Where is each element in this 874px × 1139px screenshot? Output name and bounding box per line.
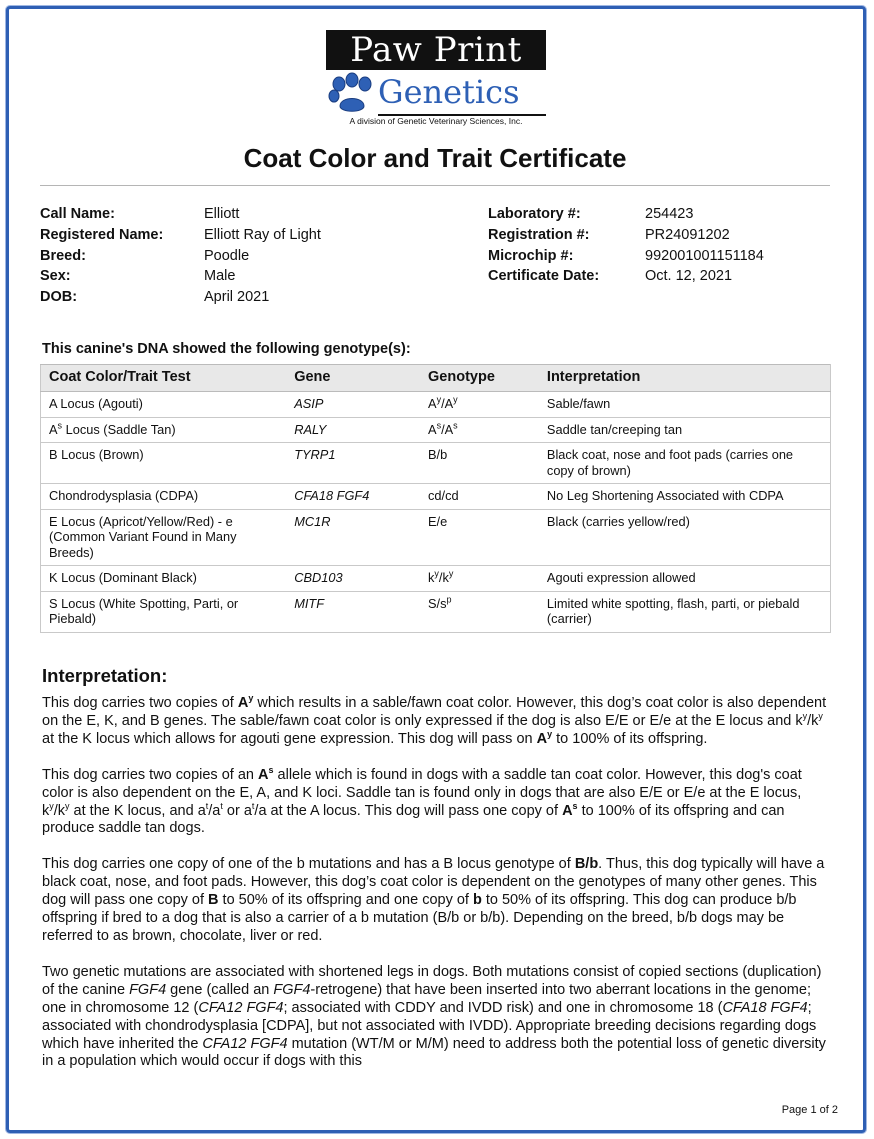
test-cell: Chondrodysplasia (CDPA) bbox=[41, 484, 287, 510]
interpretation-cell: Black coat, nose and foot pads (carries one copy of brown) bbox=[539, 443, 831, 484]
info-value: Oct. 12, 2021 bbox=[645, 268, 733, 285]
interpretation-paragraph: This dog carries one copy of one of the b mutations and has a B locus genotype of B/b. Thus, this dog typically will have a black coat, nose, and foot pads. However, this dog’s coat color is dependent on the genotypes of many other genes. This dog will pass one copy of B to 50% of its offspring and one copy of b to 50% of its offspring. This dog can produce b/b offspring if bred to a dog that is also a carrier of a b mutation (B/b or b/b). Depending on the breed, b/b dogs may be referred to as brown, chocolate, liver or red. bbox=[42, 856, 825, 944]
test-cell: $A^s$ Locus (Saddle Tan) bbox=[41, 417, 287, 443]
test-cell: E Locus (Apricot/Yellow/Red) - e (Common Variant Found in Many Breeds) bbox=[41, 509, 287, 566]
info-row bbox=[40, 246, 321, 267]
gene-cell: ASIP bbox=[286, 392, 420, 418]
table-header-cell: Gene bbox=[286, 365, 420, 392]
table-row bbox=[41, 443, 831, 484]
info-value: 992001001151184 bbox=[645, 247, 764, 264]
interpretation-section bbox=[42, 665, 832, 1089]
interpretation-cell: Limited white spotting, flash, parti, or piebald (carrier) bbox=[539, 591, 831, 632]
test-cell: A Locus (Agouti) bbox=[41, 392, 287, 418]
genotype-cell: $k^y/k^y$ bbox=[420, 566, 539, 592]
info-row bbox=[488, 225, 764, 246]
info-label: Breed: bbox=[40, 247, 86, 264]
logo-genetics-text: Genetics bbox=[378, 70, 546, 116]
dog-info-right bbox=[488, 204, 764, 287]
gene-cell: MC1R bbox=[286, 509, 420, 566]
genotype-cell: $A^s/A^s$ bbox=[420, 417, 539, 443]
test-cell: B Locus (Brown) bbox=[41, 443, 287, 484]
info-value: Male bbox=[204, 268, 236, 285]
info-label: Microchip #: bbox=[488, 247, 574, 264]
info-value: PR24091202 bbox=[645, 226, 730, 243]
info-label: Call Name: bbox=[40, 206, 115, 222]
table-header-cell: Genotype bbox=[420, 365, 539, 392]
info-label: Sex: bbox=[40, 268, 71, 285]
info-label: Registered Name: bbox=[40, 226, 164, 243]
gene-cell: MITF bbox=[286, 591, 420, 632]
title-divider bbox=[40, 185, 830, 186]
genotype-cell: E/e bbox=[420, 509, 539, 566]
certificate-title: Coat Color and Trait Certificate bbox=[243, 143, 627, 173]
info-row bbox=[40, 287, 321, 308]
table-row bbox=[41, 509, 831, 566]
info-row bbox=[488, 266, 764, 287]
interpretation-heading: Interpretation: bbox=[42, 665, 168, 686]
info-row bbox=[488, 246, 764, 267]
info-row bbox=[40, 225, 321, 246]
logo-subtitle: A division of Genetic Veterinary Sciences, Inc. bbox=[349, 116, 523, 126]
table-header-row bbox=[41, 365, 831, 392]
test-cell: K Locus (Dominant Black) bbox=[41, 566, 287, 592]
table-row bbox=[41, 591, 831, 632]
info-value: 254423 bbox=[645, 206, 694, 222]
interpretation-cell: Sable/fawn bbox=[539, 392, 831, 418]
logo-paw-print-text: Paw Print bbox=[326, 30, 546, 70]
info-label: Certificate Date: bbox=[488, 268, 600, 285]
info-value: Elliott bbox=[204, 206, 240, 222]
genotype-cell: B/b bbox=[420, 443, 539, 484]
info-label: Laboratory #: bbox=[488, 206, 581, 222]
info-row bbox=[488, 204, 764, 225]
interpretation-paragraph: This dog carries two copies of $A^y$ which results in a sable/fawn coat color. However, this dog’s coat color is also dependent on the E, K, and B genes. The sable/fawn coat color is only expressed if the dog is also E/E or E/e at the E locus and $k^y/k^y$ at the K locus which allows for agouti gene expression. This dog will pass on $A^y$ to 100% of its offspring. bbox=[42, 693, 827, 747]
interpretation-cell: Agouti expression allowed bbox=[539, 566, 831, 592]
gene-cell: CFA18 FGF4 bbox=[286, 484, 420, 510]
table-row bbox=[41, 484, 831, 510]
test-cell: S Locus (White Spotting, Parti, or Piebald) bbox=[41, 591, 287, 632]
gene-cell: RALY bbox=[286, 417, 420, 443]
genotype-cell: $A^y/A^y$ bbox=[420, 392, 539, 418]
interpretation-paragraph: Two genetic mutations are associated with shortened legs in dogs. Both mutations consist of copied sections (duplication) of the canine FGF4 gene (called an FGF4-retrogene) that have been inserted into two aberrant locations in the genome; one in chromosome 12 (CFA12 FGF4; associated with CDDY and IVDD risk) and one in chromosome 18 (CFA18 FGF4; associated with chondrodysplasia [CDPA], but not associated with IVDD). Appropriate breeding decisions regarding dogs which have inherited the CFA12 FGF4 mutation (WT/M or M/M) need to address both the potential loss of genetic diversity in a population which would occur if dogs with this bbox=[42, 963, 826, 1070]
table-header-cell: Coat Color/Trait Test bbox=[41, 365, 287, 392]
genotype-heading: This canine's DNA showed the following genotype(s): bbox=[42, 341, 411, 357]
info-label: Registration #: bbox=[488, 226, 590, 243]
info-row bbox=[40, 204, 321, 225]
info-value: Elliott Ray of Light bbox=[204, 226, 321, 243]
interpretation-cell: Black (carries yellow/red) bbox=[539, 509, 831, 566]
table-row bbox=[41, 392, 831, 418]
table-header-cell: Interpretation bbox=[539, 365, 831, 392]
table-row bbox=[41, 417, 831, 443]
paw-icon bbox=[326, 72, 378, 114]
info-value: April 2021 bbox=[204, 289, 270, 306]
info-row bbox=[40, 266, 321, 287]
interpretation-paragraph: This dog carries two copies of an $A^s$ allele which is found in dogs with a saddle tan coat color. However, this dog's coat color is also dependent on the E, A, and K loci. Saddle tan is found only in dogs that are also E/E or E/e at the E locus, $k^y/k^y$ at the K locus, and $a^t/a^t$ or $a^t/a$ at the A locus. This dog will pass one copy of $A^s$ to 100% of its offspring and can produce saddle tan dogs. bbox=[42, 764, 802, 837]
paw-print-genetics-logo bbox=[326, 30, 546, 128]
gene-cell: TYRP1 bbox=[286, 443, 420, 484]
page-number: Page 1 of 2 bbox=[781, 1104, 838, 1116]
genotype-table bbox=[40, 364, 831, 633]
genotype-cell: $S/s^p$ bbox=[420, 591, 539, 632]
info-label: DOB: bbox=[40, 289, 78, 306]
interpretation-cell: No Leg Shortening Associated with CDPA bbox=[539, 484, 831, 510]
info-value: Poodle bbox=[204, 247, 250, 264]
gene-cell: CBD103 bbox=[286, 566, 420, 592]
table-row bbox=[41, 566, 831, 592]
genotype-cell: cd/cd bbox=[420, 484, 539, 510]
interpretation-cell: Saddle tan/creeping tan bbox=[539, 417, 831, 443]
dog-info-left bbox=[40, 204, 321, 308]
